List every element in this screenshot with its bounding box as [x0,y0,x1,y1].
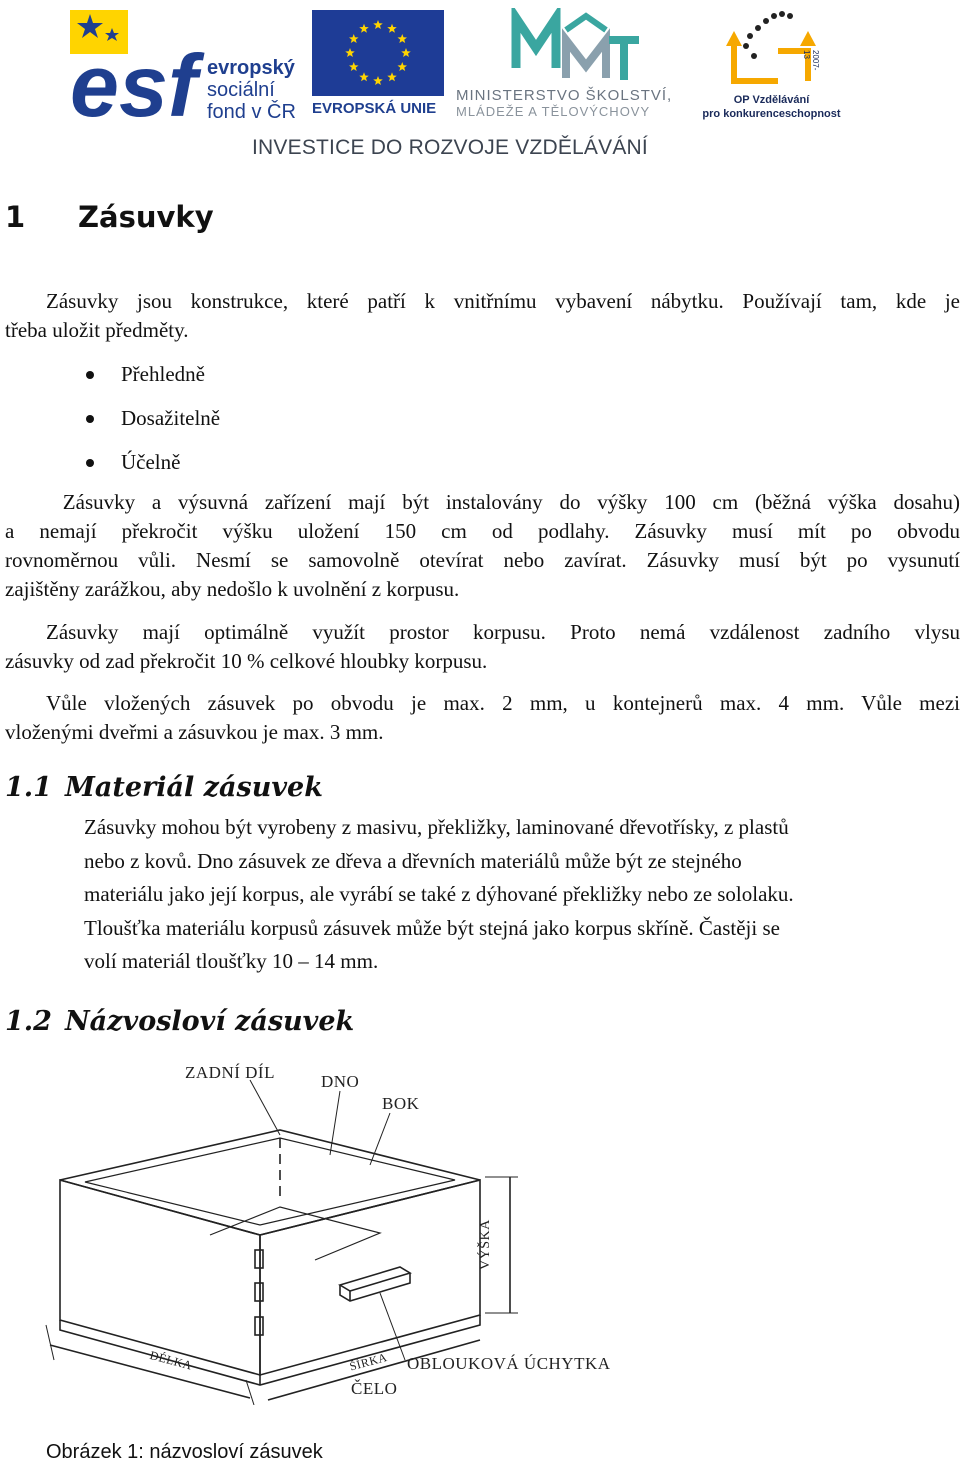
drawer-top-rim [60,1130,480,1235]
list-item [0,404,400,434]
para3-line-1: Zásuvky mají optimálně využít prostor korpusu. Proto nemá vzdálenost zadního vlysu [46,620,960,644]
material-line-5: volí materiál tloušťky 10 – 14 mm. [84,949,379,974]
para2-line-2: a nemají překročit výšku uložení 150 cm od podlahy. Zásuvky musí mít po obvodu [5,519,960,543]
svg-text:esf: esf [70,36,198,122]
bullet-icon [86,371,94,379]
esf-line3: fond v ČR [207,101,296,123]
label-delka: DÉLKA [148,1348,194,1373]
section-1-2-title: Názvosloví zásuvek [65,1006,355,1037]
label-sirka: ŠÍRKA [348,1350,389,1374]
eu-flag-icon [312,10,444,96]
intro-line-1: Zásuvky jsou konstrukce, které patří k vnitřnímu vybavení nábytku. Používají tam, kde je [46,289,960,313]
msmt-line2: MLÁDEŽE A TĚLOVÝCHOVY [456,104,651,119]
paragraph-space [5,618,960,676]
label-bok: BOK [382,1094,420,1113]
drawer-drawing [40,1055,660,1405]
esf-line2: sociální [207,79,275,101]
intro-line-2: třeba uložit předměty. [5,318,189,342]
section-1-2-heading [5,1006,355,1037]
bullet-icon [86,415,94,423]
op-logo [694,6,849,126]
section-1-1-number: 1.1 [5,772,52,803]
para2-line-4: zajištěny zarážkou, aby nedošlo k uvolnění z korpusu. [5,577,460,601]
list-item-text: Dosažitelně [121,406,221,430]
section-1-1-heading [5,772,323,803]
msmt-logo [456,8,696,123]
material-line-1: Zásuvky mohou být vyrobeny z masivu, překližky, laminované dřevotřísky, z plastů [84,815,789,839]
material-line-3: materiálu jako její korpus, ale vyrábí se také z dýhované překližky nebo ze sololaku. [84,882,794,907]
eu-logo [312,10,452,125]
bullet-icon [86,459,94,467]
esf-line1: evropský [207,57,295,79]
list-item-text: Účelně [121,450,181,474]
eu-label: EVROPSKÁ UNIE [312,100,437,117]
drawer-side-panel [60,1180,260,1375]
para4-line-2: vloženými dveřmi a zásuvkou je max. 3 mm. [5,720,384,744]
list-item-text: Přehledně [121,362,205,386]
op-years: 2007-13 [802,50,820,71]
label-dno: DNO [321,1072,360,1091]
figure-caption: Obrázek 1: názvosloví zásuvek [46,1441,323,1463]
para3-line-2: zásuvky od zad překročit 10 % celkové hloubky korpusu. [5,649,488,673]
op-line1: OP Vzdělávání [733,94,810,106]
drawer-front-panel [260,1180,480,1375]
section-1-2-number: 1.2 [5,1006,52,1037]
label-celo: ČELO [351,1379,398,1398]
section-1-title: Zásuvky [78,200,214,234]
esf-logo [70,10,300,125]
label-vyska: VÝŠKA [478,1219,493,1270]
material-line-4: Tloušťka materiálu korpusů zásuvek může být stejná jako korpus skříně. Častěji se [84,915,780,940]
investice-banner: INVESTICE DO ROZVOJE VZDĚLÁVÁNÍ [252,136,648,159]
list-item [0,448,400,478]
para2-line-1: Zásuvky a výsuvná zařízení mají být instalovány do výšky 100 cm (běžná výška dosahu) [46,490,960,514]
drawer-diagram [40,1055,660,1405]
label-zadni-dil: ZADNÍ DÍL [185,1063,275,1082]
list-item [0,360,400,390]
intro-paragraph [5,287,960,345]
section-1-number: 1 [5,200,26,234]
msmt-monogram-icon [511,8,641,83]
op-line2: pro konkurenceschopnost [702,108,841,120]
material-paragraph [84,811,960,979]
label-oblouková-uchytka: OBLOUKOVÁ ÚCHYTKA [407,1354,611,1373]
handle-shape [340,1267,410,1291]
material-line-2: nebo z kovů. Dno zásuvek ze dřeva a dřevních materiálů může být ze stejného [84,848,742,873]
paragraph-installation [5,488,960,604]
page-header [0,0,960,170]
section-1-heading [5,200,214,234]
paragraph-clearance [5,689,960,747]
para4-line-1: Vůle vložených zásuvek po obvodu je max. 2 mm, u kontejnerů max. 4 mm. Vůle mezi [46,691,960,715]
msmt-line1: MINISTERSTVO ŠKOLSTVÍ, [456,87,673,104]
esf-emblem-icon [70,10,205,122]
para2-line-3: rovnoměrnou vůli. Nesmí se samovolně otevírat nebo zavírat. Zásuvky musí být po vysunutí [5,548,960,572]
section-1-1-title: Materiál zásuvek [65,772,323,803]
